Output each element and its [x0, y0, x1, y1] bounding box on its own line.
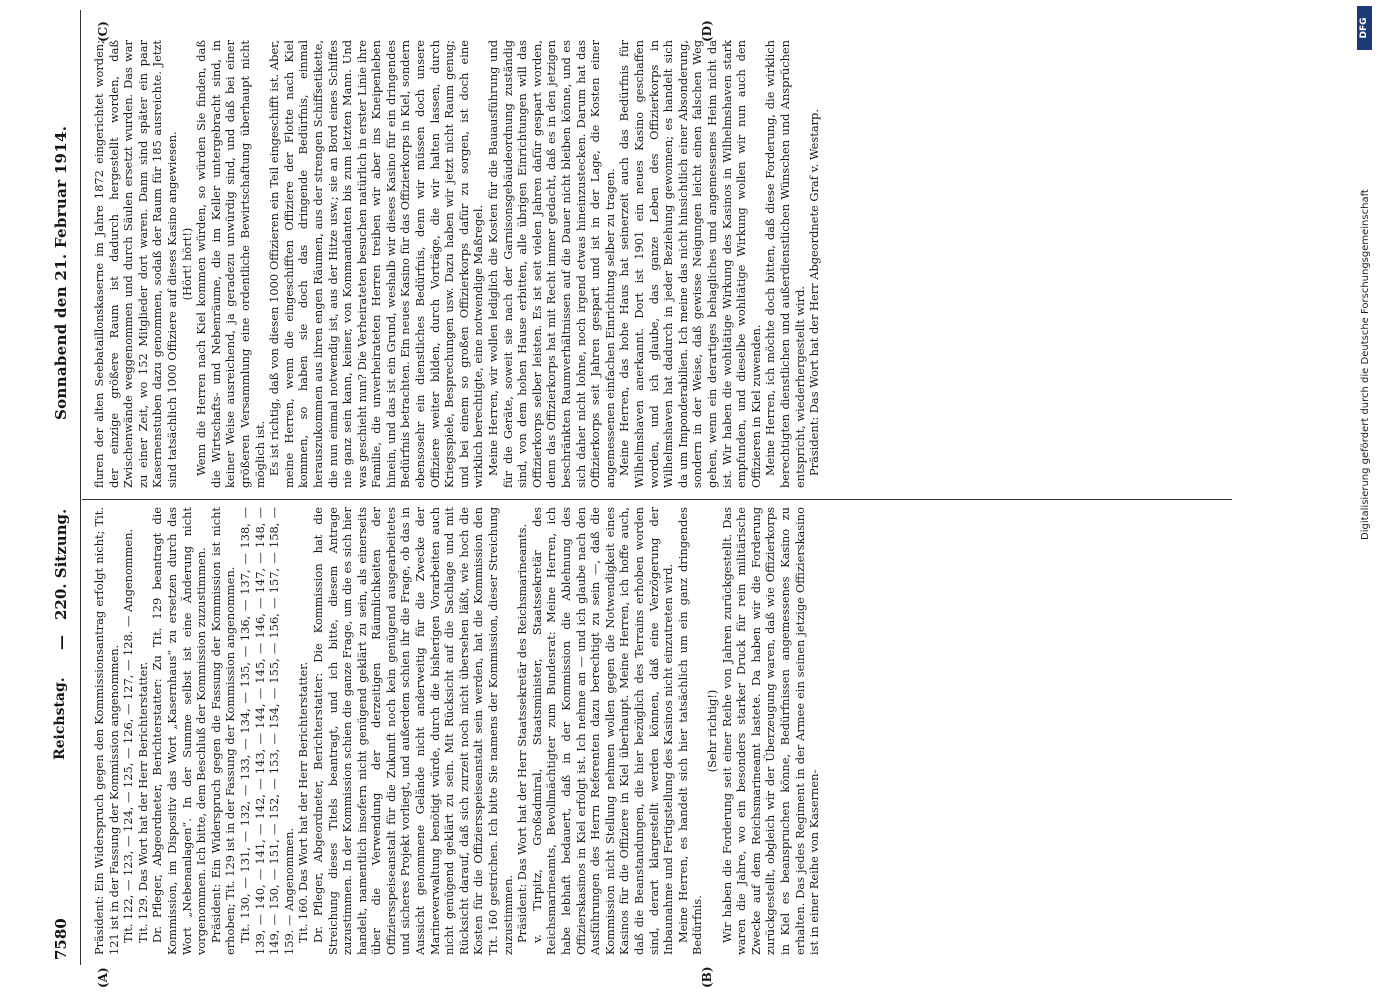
paragraph: Tit. 160. Das Wort hat der Herr Berichterstatter. — [296, 661, 311, 943]
paragraph: Meine Herren, es handelt sich hier tatsächlich um ein ganz dringendes Bedürfnis. — [675, 507, 705, 955]
digitization-credit: Digitalisierung gefördert durch die Deutsche Forschungsgemeinschaft — [1360, 189, 1371, 540]
paragraph: Wir haben die Forderung seit einer Reihe von Jahren zurückgestellt. Das waren die Jahre, wo ein besonders starker Druck für rein militärische Zwecke auf dem Reichsmarineamt lastete. Da haben wir die Forderung zurückgestellt, obgleich wir der Überzeugung waren, daß wie Offizierkorps in Kiel es beanspruchen könne, Bedürfnissen angemessenes Kasino zu erhalten. Das jedes Regiment in der Armee ein seinen jetzige Offizierskasino ist in einer Reihe von Kasernen- — [719, 507, 822, 955]
column-divider — [82, 499, 1232, 500]
dfg-logo: DFG — [1357, 6, 1372, 50]
paragraph: Präsident: Ein Widerspruch gegen die Fassung der Kommission ist nicht erhoben; Tit. 129 ist in der Fassung der Kommission angenommen. — [208, 507, 238, 955]
interjection: (Hört! hört!) — [179, 227, 194, 301]
paragraph: Dr. Pfleger, Abgeordneter, Berichterstatter: Zu Tit. 129 beantragt die Kommission, im Dispositiv das Wort „Kasernhaus“ zu ersetzen durch das Wort „Nebenanlagen“. In der Summe selbst ist eine Änderung nicht vorgenommen. Ich bitte, dem Beschluß der Kommission zuzustimmen. — [150, 507, 209, 955]
paragraph: Es ist richtig, daß von diesen 1000 Offizieren ein Teil eingeschifft ist. Aber, meine Herren, wenn die eingeschifften Offiziere der Flotte nach Kiel kommen, so haben sie doch das dringende Bedürfnis, einmal herauszukommen aus ihren engen Räumen, aus der strengen Schiffsetikette, die nun einmal notwendig ist, aus der Hitze usw.; sie an Bord eines Schiffes nie ganz sein kann, keiner, von Kommandanten bis zum letzten Mann. Und was geschieht nun? Die Verheirateten besuchen natürlich in erster Linie ihre Familie, die unverheirateten Herren treiben wir aber ins Kneipenleben hinein, und das ist ein Grund, weshalb wir dieses Kasino für ein dringendes Bedürfnis betrachten. Ein neues Kasino für das Offizierkorps in Kiel, sondern ebensosehr ein dienstliches Bedürfnis, denn wir müssen doch unsere Offiziere weiter bilden, durch Vorträge, die wir halten lassen, durch Kriegsspiele, Besprechungen usw. Dazu haben wir jetzt nicht Raum genug; und bei einem so großen Offizierkorps dafür zu sorgen, ist doch eine wirklich berechtigte, eine notwendige Maßregel. — [267, 40, 486, 488]
header-dash: — — [52, 635, 70, 650]
paragraph: Meine Herren, wir wollen lediglich die Kosten für die Bauausführung und für die Geräte, soweit sie nach der Garnisonsgebäudeordnung zuständig sind, von dem hohen Hause erbitten, alle übrigen Einrichtungen will das Offizierkorps selber leisten. Es ist seit vielen Jahren dafür gespart worden, denn das Offizierkorps hat mit Recht immer gedacht, daß es in den jetzigen beschränkten Raumverhältnissen auf die Dauer nicht bleiben könne, und es sich daher nicht lohne, noch irgend etwas hineinzustecken. Darum hat das Offizierkorps seit Jahren gespart und ist in der Lage, die Kosten einer angemessenen einfachen Einrichtung selber zu tragen. — [486, 40, 617, 488]
left-column — [92, 507, 1202, 955]
margin-mark-b: (B) — [700, 966, 714, 988]
paragraph: Dr. Pfleger, Abgeordneter, Berichterstatter: Die Kommission hat die Streichung dieses Titels beantragt, und ich bitte, diesem Antrage zuzustimmen. In der Kommission schien die ganze Frage, um die es sich hier handelt, namentlich insofern nicht genügend geklärt zu sein, als einerseits über die Verwendung der derzeitigen Räumlichkeiten der Offiziersspeiseanstalt für die Zukunft noch kein genügend ausgearbeitetes und sicheres Projekt vorliegt, und außerdem schien ihr die Frage, ob das in Aussicht genommene Gelände nicht anderweitig für die Zwecke der Marineverwaltung benötigt würde, durch die bisherigen Vorarbeiten auch nicht genügend geklärt zu sein. Mit Rücksicht auf die Sachlage und mit Rücksicht darauf, daß sich zurzeit noch nicht übersehen läßt, wie hoch die Kosten für die Offiziersspeiseanstalt sein werden, hat die Kommission den Tit. 160 gestrichen. Ich bitte Sie namens der Kommission, dieser Streichung zuzustimmen. — [310, 507, 515, 955]
right-column — [92, 40, 1202, 488]
paragraph: Meine Herren, ich möchte doch bitten, daß diese Forderung, die wirklich berechtigten dienstlichen und außerdienstlichen Wünschen und Ansprüchen entspricht, wiederhergestellt wird. — [763, 40, 807, 488]
header-date: Sonnabend den 21. Februar 1914. — [52, 125, 70, 420]
paragraph: Tit. 130, — 131, — 132, — 133, — 134, — 135, — 136, — 137, — 138, — 139, — 140, — 141, — 142, — 143, — 144, — 145, — 146, — 147, — 148, — 149, — 150, — 151, — 152, — 153, — 154, — 155, — 156, — 157, — 158, — 159. — Angenommen. — [237, 507, 296, 955]
header-rule — [80, 10, 81, 965]
paragraph: v. Tirpitz, Großadmiral, Staatsminister, Staatssekretär des Reichsmarineamts, Bevollmächtigter zum Bundesrat: Meine Herren, ich habe lebhaft bedauert, daß in der Kommission die Ablehnung des Offizierskasinos in Kiel erfolgt ist. Ich nehme an — und ich glaube nach den Ausführungen des Herrn Referenten dazu berechtigt zu sein —, daß die Kommission nicht Stellung nehmen wollen gegen die Notwendigkeit eines Kasinos für die Offiziere in Kiel überhaupt. Meine Herren, ich hoffe auch, daß die Beanstandungen, die hier bezüglich des Terrains erhoben worden sind, derart klargestellt werden können, daß eine Verzögerung der Inbaunahme und Fertigstellung des Kasinos nicht einzutreten wird. — [529, 507, 676, 955]
page-number: 7580 — [52, 918, 70, 960]
interjection: (Sehr richtig!) — [704, 689, 719, 773]
paragraph: Präsident: Das Wort hat der Herr Staatssekretär des Reichsmarineamts. — [515, 523, 530, 943]
margin-mark-d: (D) — [700, 20, 714, 42]
margin-mark-a: (A) — [96, 967, 110, 988]
paragraph: Präsident: Das Wort hat der Herr Abgeordnete Graf v. Westarp. — [807, 109, 822, 476]
margin-mark-c: (C) — [96, 21, 110, 42]
paragraph: Präsident: Ein Widerspruch gegen den Kommissionsantrag erfolgt nicht; Tit. 121 ist in der Fassung der Kommission angenommen. — [92, 507, 121, 955]
paragraph: Wenn die Herren nach Kiel kommen würden, so würden Sie finden, daß die Wirtschafts- und Nebenräume, die im Keller untergebracht sind, in keiner Weise ausreichend, ja geradezu unwürdig sind, und daß bei einer größeren Versammlung eine ordentliche Bewirtschaftung überhaupt nicht möglich ist. — [194, 40, 267, 488]
header-session: 220. Sitzung. — [52, 508, 70, 620]
paragraph: Meine Herren, das hohe Haus hat seinerzeit auch das Bedürfnis für Wilhelmshaven anerkannt. Dort ist 1901 ein neues Kasino geschaffen worden, und ich glaube, das ganze Leben des Offizierkorps in Wilhelmshaven hat dadurch in jeder Beziehung gewonnen; es handelt sich da um Imponderabilien. Ich meine das nicht hinsichtlich einer Absonderung, sondern in der Weise, daß gewisse Neigungen leicht einen falschen Weg gehen, wenn ein derartiges behagliches und angemessenes Heim nicht da ist. Wir haben die wohltätige Wirkung des Kasinos in Wilhelmshaven stark empfunden, und dieselbe wohltätige Wirkung wollen wir nun auch den Offizieren in Kiel zuwenden. — [617, 40, 763, 488]
page-header — [52, 0, 74, 1000]
header-title: Reichstag. — [52, 677, 68, 760]
paragraph: Tit. 122, — 123, — 124, — 125, — 126, — 127, — 128. — Angenommen. — [121, 528, 136, 943]
paragraph: Tit. 129. Das Wort hat der Herr Berichterstatter. — [135, 661, 150, 943]
paragraph: fluren der alten Seebataillonskaserne im Jahre 1872 eingerichtet worden; der einzige größere Raum ist dadurch hergestellt worden, daß Zwischenwände weggenommen und durch Säulen ersetzt wurden. Das war zu einer Zeit, wo 152 Mitglieder dort waren. Dann sind später ein paar Kasernenstuben dazu genommen, sodaß der Raum für 185 ausreichte. Jetzt sind tatsächlich 1000 Offiziere auf dieses Kasino angewiesen. — [92, 40, 179, 488]
